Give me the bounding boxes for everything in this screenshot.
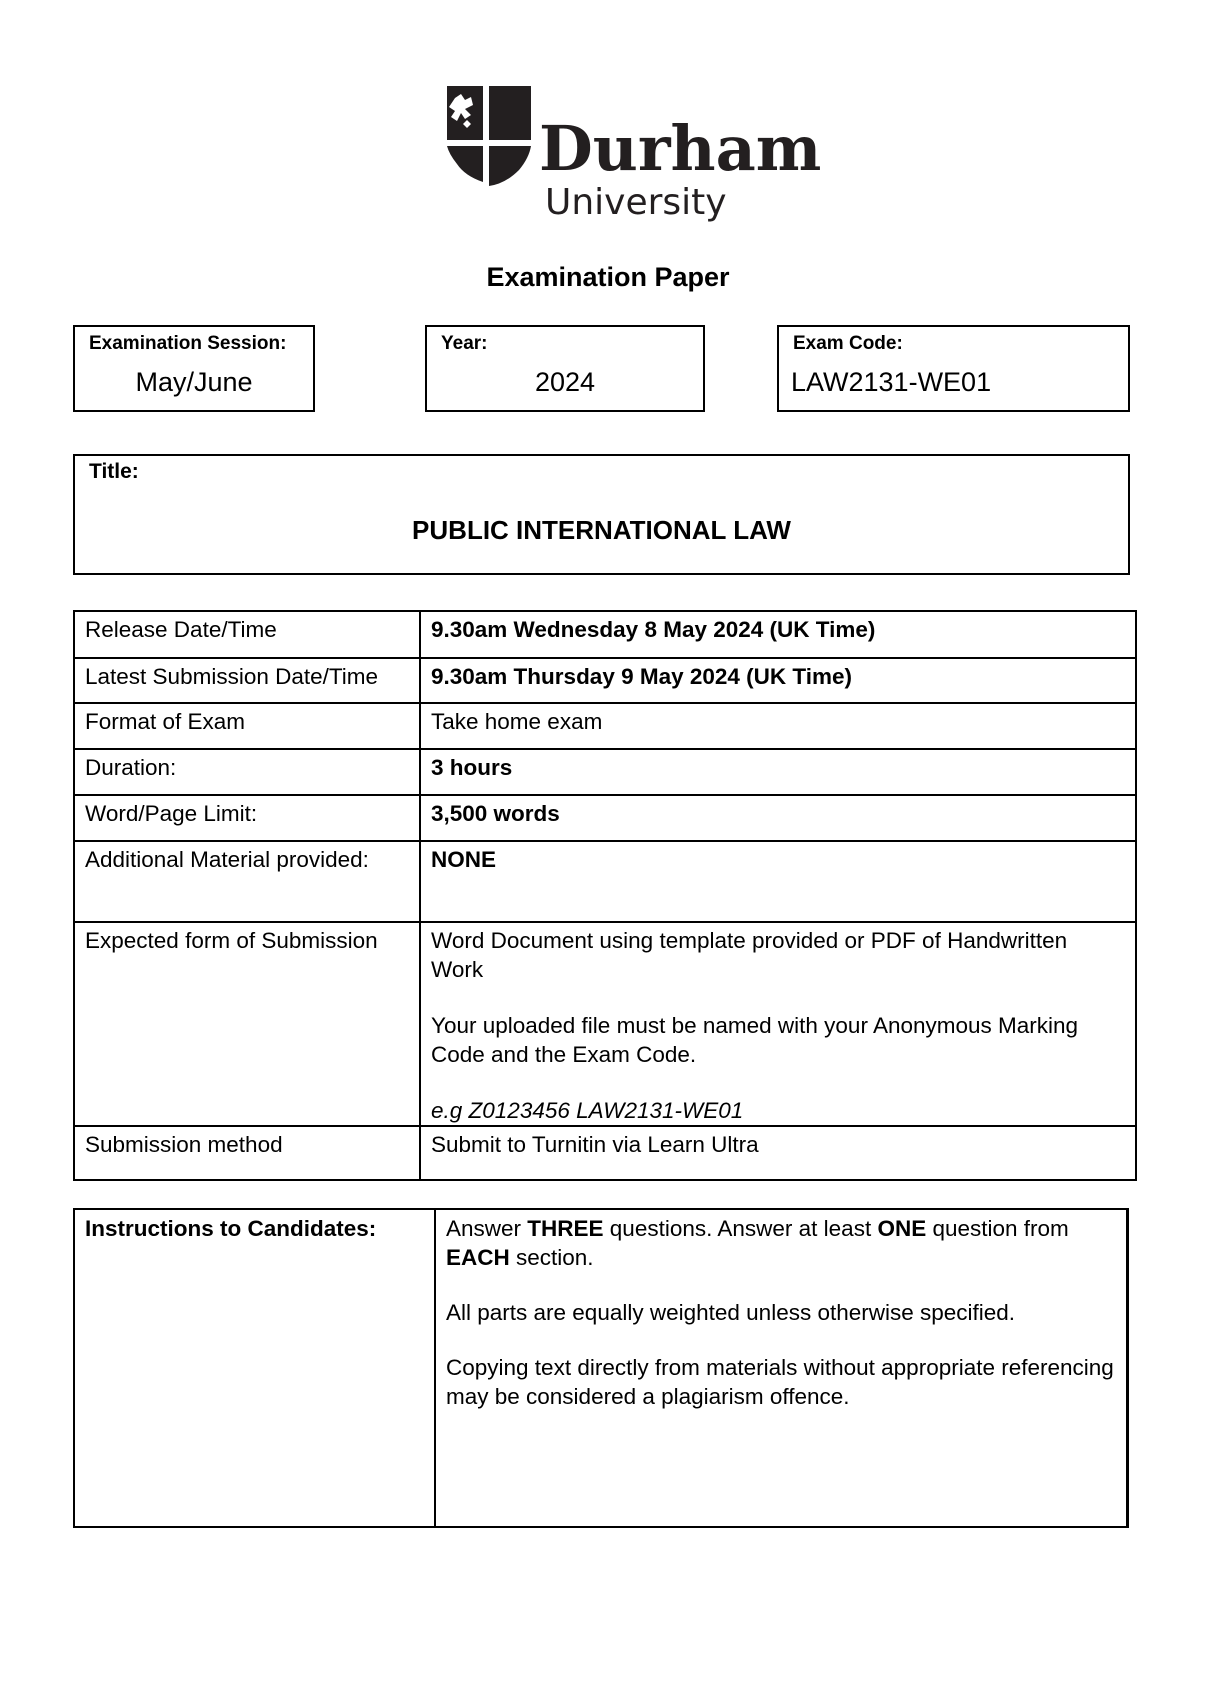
table-row xyxy=(74,795,1136,841)
emphasis-one: ONE xyxy=(877,1216,927,1241)
shield-crest-icon xyxy=(447,86,531,186)
additional-material-value: NONE xyxy=(420,841,1136,922)
duration-label: Duration: xyxy=(74,749,420,795)
text-run: questions. Answer at least xyxy=(603,1216,878,1241)
expected-form-line2: Your uploaded file must be named with your Anonymous Marking Code and the Exam Code. xyxy=(431,1013,1079,1067)
year-box xyxy=(425,325,705,412)
word-limit-label: Word/Page Limit: xyxy=(74,795,420,841)
instructions-paragraph-1 xyxy=(446,1214,1116,1272)
instructions-paragraph-2: All parts are equally weighted unless otherwise specified. xyxy=(446,1300,1016,1325)
logo-wordmark: Durham xyxy=(539,112,822,185)
table-row xyxy=(74,703,1136,749)
expected-form-example: e.g Z0123456 LAW2131-WE01 xyxy=(431,1098,744,1123)
document-title: Examination Paper xyxy=(486,262,730,292)
exam-code-value: LAW2131-WE01 xyxy=(791,367,992,397)
table-row xyxy=(74,841,1136,922)
exam-details-table xyxy=(73,610,1137,1181)
instructions-label: Instructions to Candidates: xyxy=(74,1209,435,1527)
latest-submission-label: Latest Submission Date/Time xyxy=(74,658,420,703)
table-row xyxy=(74,922,1136,1126)
release-label: Release Date/Time xyxy=(74,611,420,658)
exam-session-label: Examination Session: xyxy=(89,333,287,354)
table-row xyxy=(74,749,1136,795)
submission-method-value: Submit to Turnitin via Learn Ultra xyxy=(420,1126,1136,1180)
format-value: Take home exam xyxy=(420,703,1136,749)
emphasis-each: EACH xyxy=(446,1245,510,1270)
text-run: Answer xyxy=(446,1216,528,1241)
expected-form-line1: Word Document using template provided or PDF of Handwritten Work xyxy=(431,928,1068,982)
expected-form-label: Expected form of Submission xyxy=(74,922,420,1126)
instructions-content xyxy=(435,1209,1128,1527)
format-label: Format of Exam xyxy=(74,703,420,749)
instructions-paragraph-3: Copying text directly from materials without appropriate referencing may be considered a plagiarism offence. xyxy=(446,1355,1114,1409)
table-row xyxy=(74,658,1136,703)
title-label: Title: xyxy=(89,460,139,483)
duration-value: 3 hours xyxy=(420,749,1136,795)
emphasis-three: THREE xyxy=(527,1216,604,1241)
table-row xyxy=(74,1209,1128,1527)
exam-code-box xyxy=(777,325,1130,412)
expected-form-value xyxy=(420,922,1136,1126)
table-row xyxy=(74,1126,1136,1180)
year-value: 2024 xyxy=(534,367,596,397)
exam-code-label: Exam Code: xyxy=(793,333,903,354)
course-title: PUBLIC INTERNATIONAL LAW xyxy=(412,515,791,545)
release-value: 9.30am Wednesday 8 May 2024 (UK Time) xyxy=(420,611,1136,658)
text-run: section. xyxy=(509,1245,594,1270)
table-row xyxy=(74,611,1136,658)
logo-subtitle: University xyxy=(545,182,727,223)
word-limit-value: 3,500 words xyxy=(420,795,1136,841)
title-box xyxy=(73,454,1130,575)
durham-university-logo xyxy=(447,84,822,224)
text-run: question from xyxy=(926,1216,1069,1241)
additional-material-label: Additional Material provided: xyxy=(74,841,420,922)
submission-method-label: Submission method xyxy=(74,1126,420,1180)
exam-session-value: May/June xyxy=(135,367,253,397)
latest-submission-value: 9.30am Thursday 9 May 2024 (UK Time) xyxy=(420,658,1136,703)
instructions-table xyxy=(73,1208,1129,1528)
exam-session-box xyxy=(73,325,315,412)
year-label: Year: xyxy=(441,333,488,354)
